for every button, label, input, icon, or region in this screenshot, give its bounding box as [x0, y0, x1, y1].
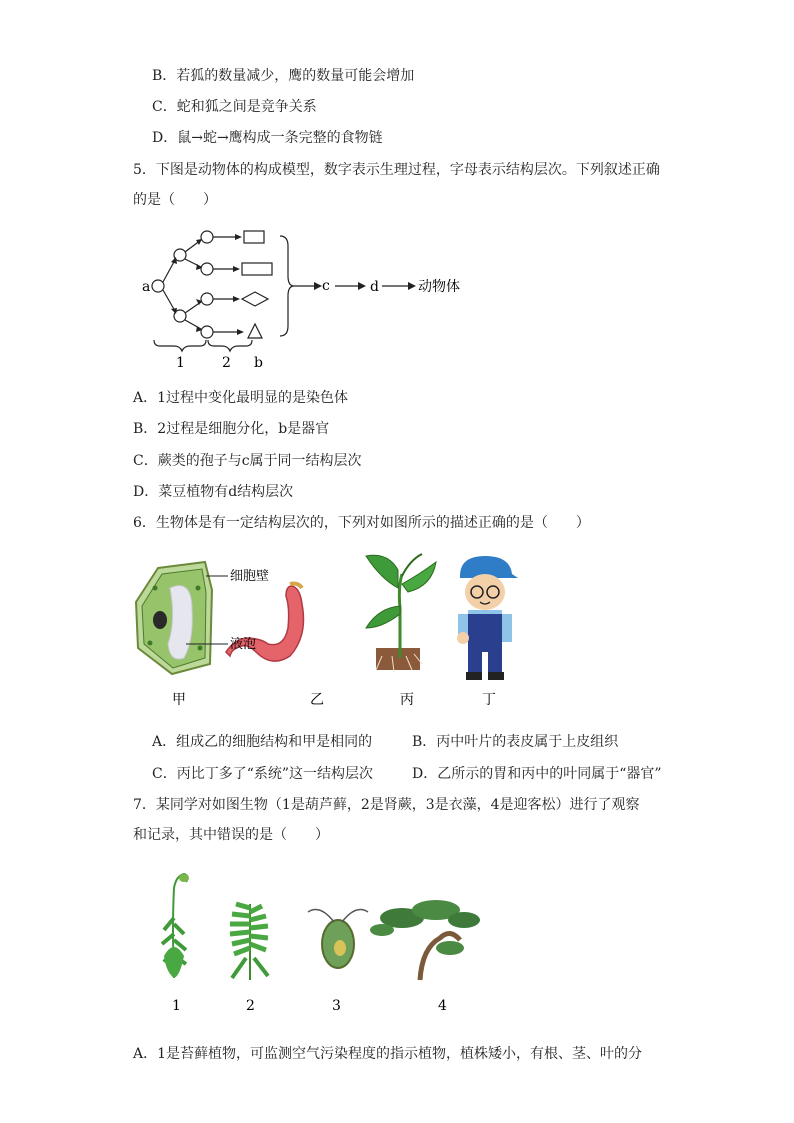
label-d: d: [370, 279, 379, 295]
chlamydomonas-image: [308, 910, 368, 968]
label-yi: 乙: [310, 692, 324, 708]
animal-structure-diagram: [130, 222, 470, 372]
tissue-diamond: [242, 292, 268, 306]
q4-option-c: C．蛇和狐之间是竞争关系: [152, 99, 317, 115]
label-a: a: [142, 279, 151, 295]
grouping-bracket: [280, 236, 294, 336]
q6-option-a: A．组成乙的细胞结构和甲是相同的: [152, 734, 373, 750]
q5-option-b: B．2过程是细胞分化，b是器官: [133, 421, 330, 437]
boy-person-image: [457, 556, 518, 680]
q5-option-a: A．1过程中变化最明显的是染色体: [133, 390, 349, 406]
tissue-rect-long: [242, 263, 272, 275]
brace-process-2: [208, 340, 252, 351]
plant-cell-image: [136, 562, 228, 674]
q7-stem-line2: 和记录，其中错误的是（ ）: [133, 827, 329, 843]
q5-option-c: C．蕨类的孢子与c属于同一结构层次: [133, 453, 362, 469]
label-num-1: 1: [176, 355, 185, 371]
pine-tree-image: [370, 900, 480, 980]
label-animal: 动物体: [418, 279, 460, 295]
q6-option-b: B．丙中叶片的表皮属于上皮组织: [412, 734, 619, 750]
label-c: c: [322, 278, 330, 294]
label-vacuole: 液泡: [230, 637, 257, 652]
q6-stem: 6．生物体是有一定结构层次的，下列对如图所示的描述正确的是（ ）: [133, 515, 590, 531]
brace-process-1: [154, 340, 206, 351]
structure-levels-figure: [130, 548, 530, 713]
label-num-2: 2: [222, 355, 231, 371]
label-organism-4: 4: [438, 998, 447, 1014]
tissue-triangle: [248, 324, 262, 338]
label-b: b: [254, 355, 263, 371]
label-organism-3: 3: [332, 998, 341, 1014]
q6-option-d: D．乙所示的胃和丙中的叶同属于“器官”: [412, 766, 662, 782]
tissue-rect-small: [244, 231, 264, 243]
label-jia: 甲: [172, 692, 186, 708]
seedling-plant-image: [366, 554, 436, 672]
four-organisms-figure: [150, 868, 490, 1018]
cell-circle-3: [201, 293, 213, 305]
q5-stem-line1: 5．下图是动物体的构成模型，数字表示生理过程，字母表示结构层次。下列叙述正确: [133, 162, 660, 178]
label-ding: 丁: [482, 692, 496, 708]
label-bing: 丙: [400, 692, 414, 708]
q5-stem-line2: 的是（ ）: [133, 192, 217, 208]
cell-circle-4: [201, 326, 213, 338]
q6-option-c: C．丙比丁多了“系统”这一结构层次: [152, 766, 374, 782]
q4-option-d: D．鼠→蛇→鹰构成一条完整的食物链: [152, 130, 383, 146]
label-organism-2: 2: [246, 998, 255, 1014]
label-organism-1: 1: [172, 998, 181, 1014]
q7-option-a: A．1是苔藓植物，可监测空气污染程度的指示植物，植株矮小，有根、茎、叶的分: [133, 1046, 643, 1062]
cell-circle-a: [152, 280, 164, 292]
fern-image: [230, 904, 268, 980]
q5-option-d: D．菜豆植物有d结构层次: [133, 484, 294, 500]
cell-circle-2: [201, 263, 213, 275]
q4-option-b: B．若狐的数量减少，鹰的数量可能会增加: [152, 68, 415, 84]
q7-stem-line1: 7．某同学对如图生物（1是葫芦藓，2是肾蕨，3是衣藻，4是迎客松）进行了观察: [133, 797, 640, 813]
moss-image: [162, 874, 189, 978]
cell-circle-1: [201, 231, 213, 243]
label-cell-wall: 细胞壁: [230, 569, 270, 584]
